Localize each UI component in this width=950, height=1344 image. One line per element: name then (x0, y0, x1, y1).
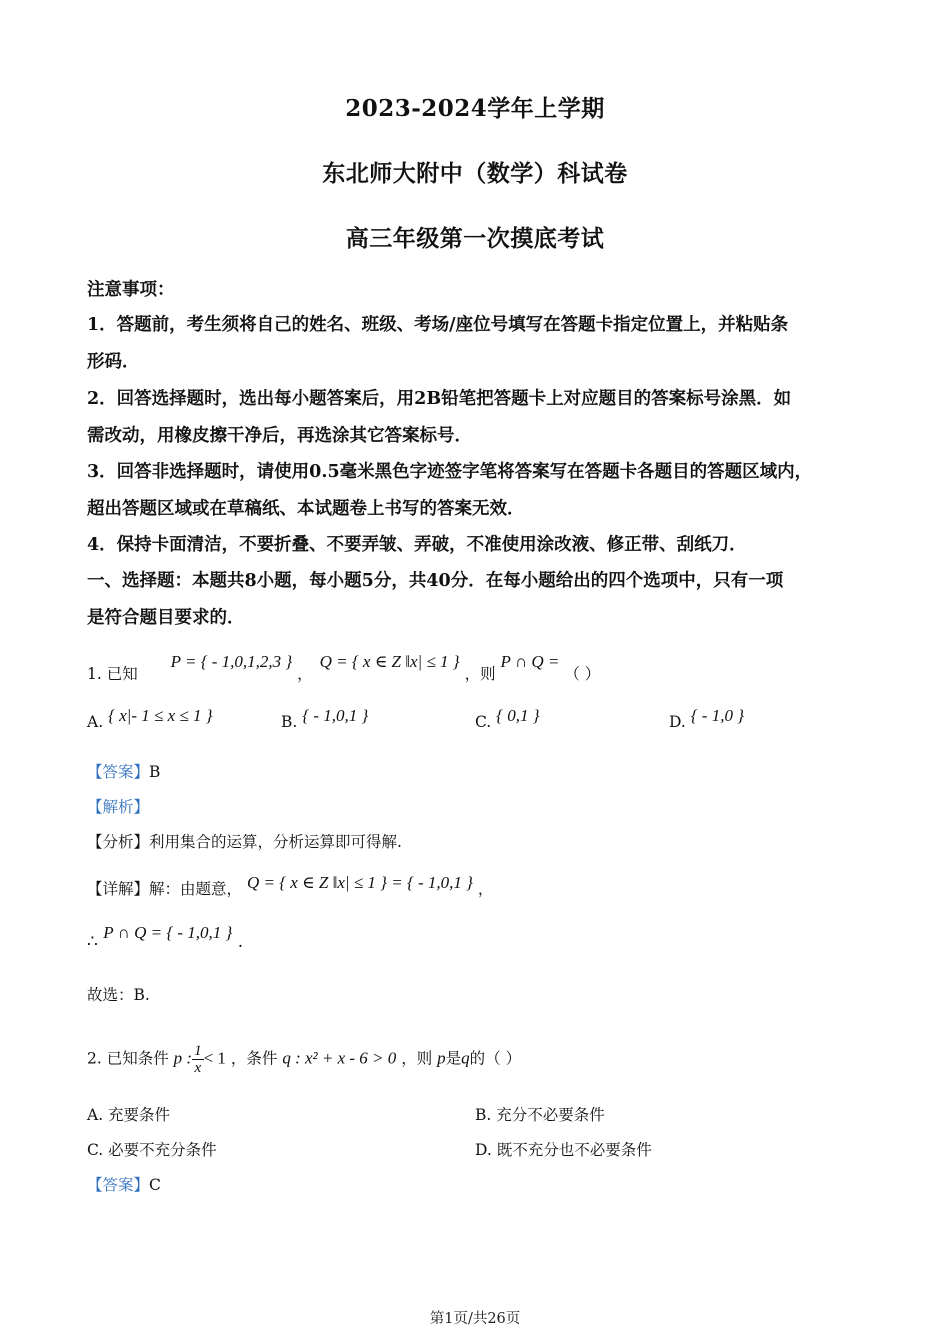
q1-therefore (87, 923, 244, 952)
q1-mid: ，则 (464, 665, 496, 683)
q1-option-b-value: { - 1,0,1 } (302, 706, 369, 725)
q1-option-b (281, 706, 369, 732)
notice-item-1: 1．答题前，考生须将自己的姓名、班级、考场/座位号填写在答题卡指定位置上，并粘贴条 (87, 315, 789, 335)
q1-xiangjie-prefix: 解：由题意， (149, 880, 243, 898)
q1-fenxi-tag: 【分析】 (87, 833, 150, 851)
q2-answer (87, 1173, 161, 1195)
notice-title: 注意事项： (87, 280, 175, 300)
q1-answer-value: B (149, 763, 161, 781)
q1-xiangjie (87, 873, 494, 899)
q1-prefix: 1. 已知 (87, 665, 138, 683)
q2-option-d: D. 既不充分也不必要条件 (475, 1141, 652, 1159)
q2-option-c: C. 必要不充分条件 (87, 1141, 217, 1159)
q1-analysis-tag: 【解析】 (87, 798, 150, 816)
notice-item-2-cont: 需改动，用橡皮擦干净后，再选涂其它答案标号． (87, 426, 472, 446)
q2-fraction-num: 1 (194, 1043, 202, 1059)
q1-answer (87, 760, 160, 782)
exam-school-heading: 东北师大附中（数学）科试卷 (322, 160, 628, 187)
q1-option-a-label: A. (87, 713, 104, 731)
q1-option-d-label: D. (669, 713, 686, 731)
q1-conclusion: 故选：B. (87, 986, 150, 1004)
q2-fraction-den: x (194, 1060, 202, 1076)
notice-item-2: 2．回答选择题时，选出每小题答案后，用2B铅笔把答题卡上对应题目的答案标号涂黑．如 (87, 389, 792, 409)
q2-p-rest: < 1 (203, 1048, 226, 1068)
q1-therefore-expr: P ∩ Q = { - 1,0,1 } (103, 923, 233, 942)
q2-q-expr: q : x² + x - 6 > 0 (282, 1048, 397, 1068)
q1-fenxi-text: 利用集合的运算，分析运算即可得解. (149, 833, 402, 851)
q1-option-a (87, 706, 213, 732)
section-heading-cont: 是符合题目要求的． (87, 608, 245, 628)
therefore-icon: ∴ (87, 932, 98, 952)
exam-year-heading: 2023-2024学年上学期 (345, 95, 605, 122)
notice-item-4: 4．保持卡面清洁，不要折叠、不要弄皱、弄破，不准使用涂改液、修正带、刮纸刀． (87, 535, 747, 555)
q1-paren: （ ） (564, 665, 601, 683)
q2-q-var: q (461, 1048, 470, 1068)
q2-prefix: 2. 已知条件 (87, 1049, 169, 1068)
q1-therefore-end: . (237, 932, 244, 952)
q2-mid2: ，则 (401, 1049, 433, 1068)
section-heading: 一、选择题：本题共8小题，每小题5分，共40分．在每小题给出的四个选项中，只有一项 (87, 571, 784, 591)
notice-item-1-cont: 形码． (87, 352, 140, 372)
q2-mid1: ，条件 (230, 1049, 278, 1068)
exam-title-heading: 高三年级第一次摸底考试 (345, 225, 605, 252)
q1-option-c-label: C. (475, 713, 492, 731)
q2-is: 是 (445, 1049, 462, 1068)
q1-analysis (87, 795, 149, 817)
q2-tail: 的（ ） (469, 1049, 522, 1068)
q1-option-a-value: { x|- 1 ≤ x ≤ 1 } (108, 706, 213, 725)
page-number: 第1页/共26页 (429, 1311, 521, 1327)
q1-comma: ， (297, 665, 313, 683)
q1-option-d-value: { - 1,0 } (690, 706, 745, 725)
q2-option-b: B. 充分不必要条件 (475, 1106, 605, 1124)
q2-answer-tag: 【答案】 (87, 1176, 150, 1194)
notice-item-3-cont: 超出答题区域或在草稿纸、本试题卷上书写的答案无效． (87, 499, 525, 519)
q1-option-d (669, 706, 745, 732)
question-1 (87, 652, 601, 684)
q1-set-q: Q = { x ∈ Z ‖x| ≤ 1 } (319, 652, 460, 671)
q1-xiangjie-tag: 【详解】 (87, 880, 150, 898)
q1-answer-tag: 【答案】 (87, 763, 150, 781)
q1-option-b-label: B. (281, 713, 298, 731)
q1-set-p: P = { - 1,0,1,2,3 } (170, 652, 293, 671)
q2-fraction (192, 1043, 204, 1076)
notice-item-3: 3．回答非选择题时，请使用0.5毫米黑色字迹签字笔将答案写在答题卡各题目的答题区域内， (87, 462, 813, 482)
q1-xiangjie-end: ， (477, 880, 494, 898)
q2-p-var: p (437, 1048, 446, 1068)
q2-option-a: A. 充要条件 (87, 1106, 171, 1124)
q1-expr: P ∩ Q = (500, 652, 560, 671)
q2-answer-value: C (149, 1176, 161, 1194)
q1-option-c-value: { 0,1 } (496, 706, 540, 725)
question-2 (87, 1043, 521, 1076)
q1-fenxi (87, 830, 402, 852)
q1-option-c (475, 706, 540, 732)
q2-p-label: p : (173, 1048, 193, 1068)
q1-xiangjie-expr: Q = { x ∈ Z ‖x| ≤ 1 } = { - 1,0,1 } (246, 873, 473, 892)
